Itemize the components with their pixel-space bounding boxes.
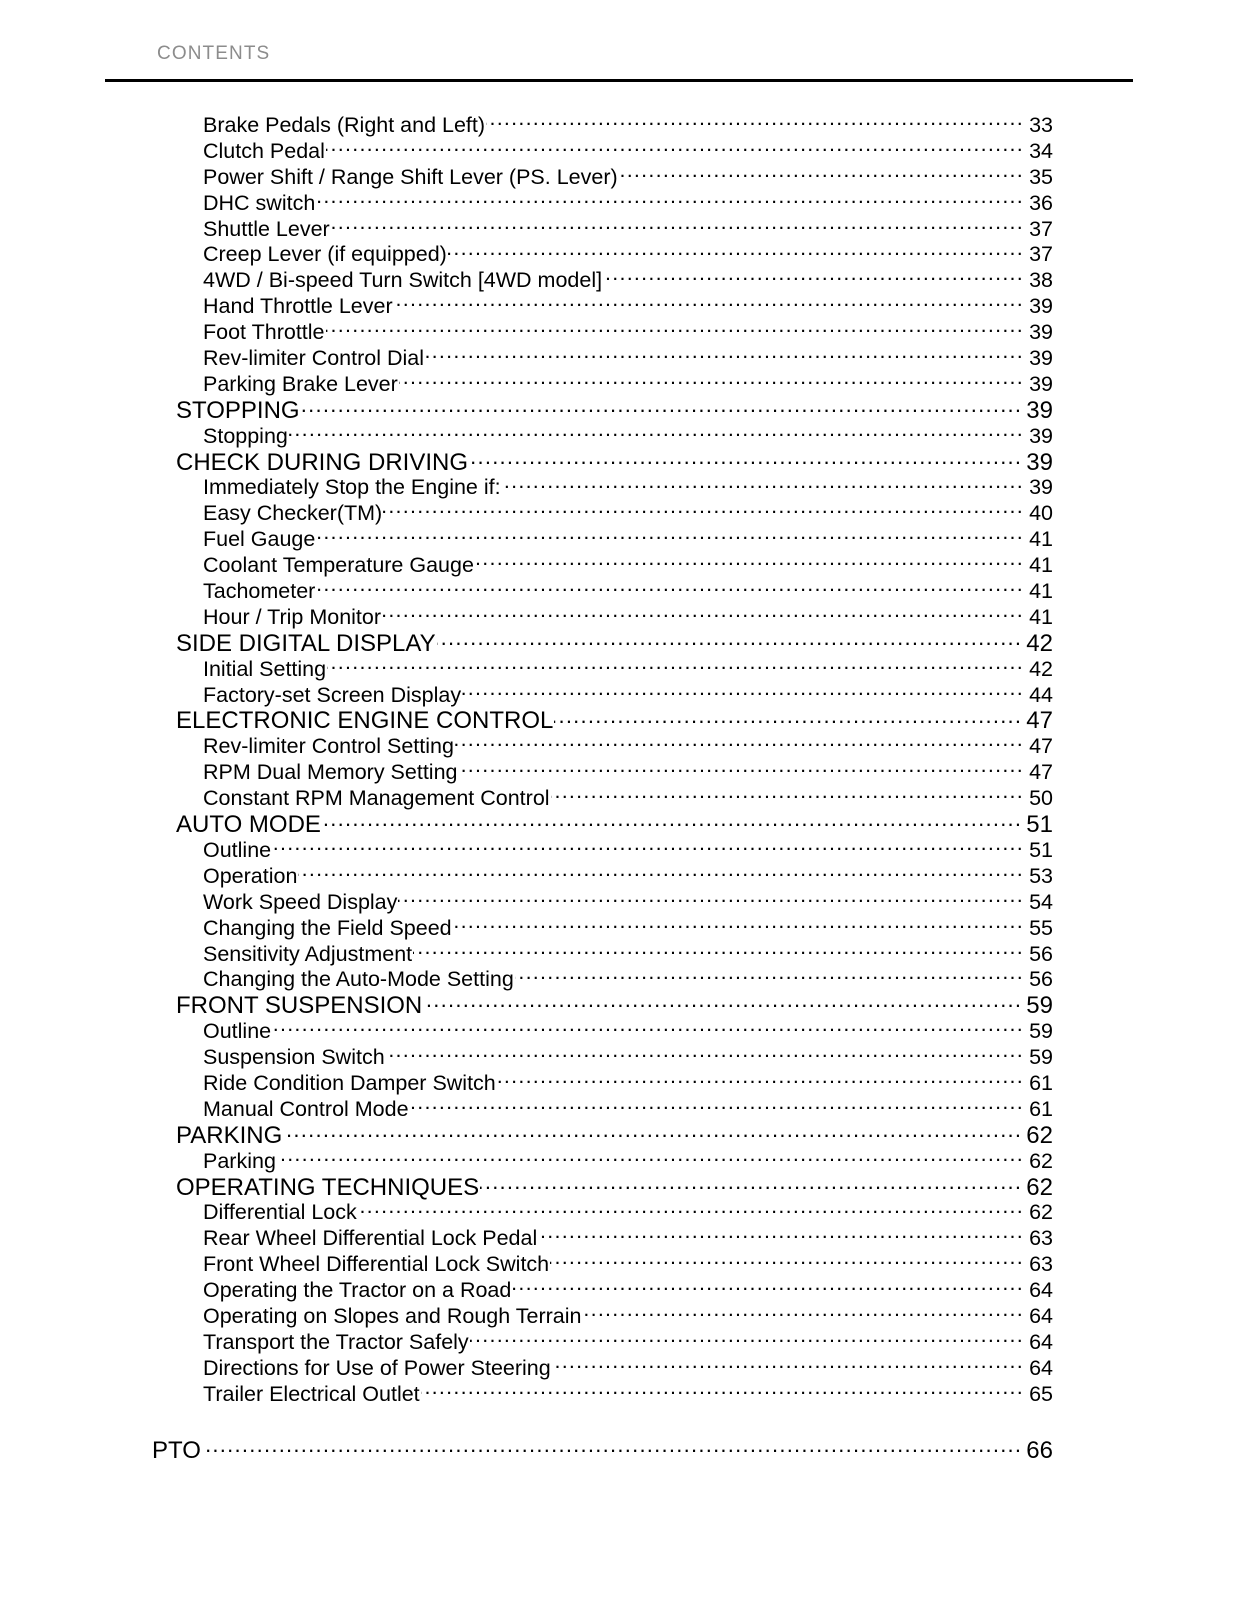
toc-dot-leader bbox=[554, 712, 1022, 728]
toc-entry-title: Rear Wheel Differential Lock Pedal bbox=[203, 1226, 538, 1251]
toc-row[interactable] bbox=[0, 268, 1236, 294]
toc-row[interactable] bbox=[0, 657, 1236, 683]
toc-page-number: 42 bbox=[1029, 656, 1053, 681]
toc-entry-title: Operating on Slopes and Rough Terrain bbox=[203, 1303, 582, 1328]
toc-dot-leader bbox=[551, 789, 1024, 805]
toc-entry-title: Outline bbox=[203, 1019, 272, 1044]
toc-dot-leader bbox=[202, 1442, 1022, 1458]
toc-page-number: 59 bbox=[1029, 1019, 1053, 1044]
toc-entry-title: Stopping bbox=[203, 423, 288, 448]
toc-entry-title: Parking bbox=[203, 1148, 276, 1173]
toc-dot-leader bbox=[515, 970, 1024, 986]
toc-row[interactable] bbox=[0, 294, 1236, 320]
toc-page-number: 64 bbox=[1029, 1278, 1053, 1303]
toc-page-number: 62 bbox=[1029, 1148, 1053, 1173]
toc-entry-title: Shuttle Lever bbox=[203, 216, 330, 241]
toc-dot-leader bbox=[410, 1100, 1024, 1116]
toc-row[interactable] bbox=[0, 553, 1236, 579]
running-header-title: CONTENTS bbox=[157, 43, 271, 64]
toc-entry-title: Transport the Tractor Safely bbox=[203, 1329, 469, 1354]
toc-entry-title: Rev-limiter Control Dial bbox=[203, 346, 425, 371]
toc-row[interactable] bbox=[0, 1330, 1236, 1356]
toc-page-number: 63 bbox=[1029, 1226, 1053, 1251]
toc-entry-title: Sensitivity Adjustment bbox=[203, 941, 413, 966]
toc-row[interactable] bbox=[0, 1123, 1236, 1149]
toc-row[interactable] bbox=[0, 579, 1236, 605]
toc-entry-title: Manual Control Mode bbox=[203, 1096, 409, 1121]
toc-entry-title: Foot Throttle bbox=[203, 320, 325, 345]
toc-page-number: 41 bbox=[1029, 579, 1053, 604]
toc-page-number: 66 bbox=[1026, 1437, 1053, 1464]
toc-page-number: 34 bbox=[1029, 138, 1053, 163]
toc-row[interactable] bbox=[0, 1045, 1236, 1071]
toc-dot-leader bbox=[470, 1333, 1024, 1349]
toc-entry-title: Suspension Switch bbox=[203, 1045, 385, 1070]
toc-dot-leader bbox=[497, 1074, 1024, 1090]
toc-page-number: 50 bbox=[1029, 786, 1053, 811]
toc-row[interactable] bbox=[0, 942, 1236, 968]
toc-dot-leader bbox=[301, 402, 1023, 418]
toc-dot-leader bbox=[583, 1307, 1025, 1323]
toc-entry-title: RPM Dual Memory Setting bbox=[203, 760, 458, 785]
toc-dot-leader bbox=[283, 1127, 1022, 1143]
toc-dot-leader bbox=[272, 841, 1024, 857]
toc-page-number: 51 bbox=[1026, 812, 1053, 838]
toc-entry-title: Changing the Auto-Mode Setting bbox=[203, 967, 514, 992]
toc-dot-leader bbox=[398, 893, 1024, 909]
toc-entry-title: Clutch Pedal bbox=[203, 138, 325, 163]
toc-row[interactable] bbox=[0, 760, 1236, 786]
toc-row[interactable] bbox=[0, 1304, 1236, 1330]
toc-page-number: 35 bbox=[1029, 164, 1053, 189]
toc-entry-title: Front Wheel Differential Lock Switch bbox=[203, 1252, 550, 1277]
toc-entry-title: Immediately Stop the Engine if: bbox=[203, 475, 501, 500]
toc-page-number: 62 bbox=[1026, 1122, 1053, 1149]
toc-page-number: 47 bbox=[1026, 708, 1053, 735]
toc-dot-leader bbox=[423, 997, 1022, 1013]
toc-dot-leader bbox=[298, 867, 1024, 883]
toc-entry-title: Operation bbox=[203, 863, 298, 888]
toc-row[interactable] bbox=[0, 1382, 1236, 1408]
toc-page-number: 39 bbox=[1026, 449, 1053, 476]
toc-page-number: 39 bbox=[1029, 320, 1053, 345]
toc-page-number: 38 bbox=[1029, 268, 1053, 293]
toc-row[interactable] bbox=[0, 217, 1236, 243]
toc-entry-title: Changing the Field Speed bbox=[203, 915, 452, 940]
header-divider-rule bbox=[105, 79, 1133, 82]
toc-page-number: 64 bbox=[1029, 1329, 1053, 1354]
toc-dot-leader bbox=[326, 323, 1025, 339]
toc-row[interactable] bbox=[0, 683, 1236, 709]
toc-row[interactable] bbox=[0, 113, 1236, 139]
toc-page-number: 44 bbox=[1029, 682, 1053, 707]
toc-page-number: 63 bbox=[1029, 1252, 1053, 1277]
toc-entry-title: AUTO MODE bbox=[176, 812, 321, 838]
toc-row[interactable] bbox=[0, 346, 1236, 372]
toc-entry-title: Outline bbox=[203, 837, 272, 862]
toc-page-number: 33 bbox=[1029, 113, 1053, 137]
toc-row[interactable] bbox=[0, 864, 1236, 890]
toc-entry-title: Hand Throttle Lever bbox=[203, 294, 393, 319]
toc-entry-title: CHECK DURING DRIVING bbox=[176, 449, 469, 476]
toc-dot-leader bbox=[327, 660, 1024, 676]
toc-page-number: 41 bbox=[1029, 527, 1053, 552]
toc-page-number: 62 bbox=[1029, 1200, 1053, 1225]
toc-row[interactable] bbox=[0, 450, 1236, 476]
toc-row[interactable] bbox=[0, 734, 1236, 760]
toc-page-number: 59 bbox=[1029, 1045, 1053, 1070]
toc-entry-title: Trailer Electrical Outlet bbox=[203, 1381, 420, 1406]
toc-entry-title: Differential Lock bbox=[203, 1200, 357, 1225]
toc-dot-leader bbox=[462, 686, 1024, 702]
toc-entry-title: Rev-limiter Control Setting bbox=[203, 734, 454, 759]
toc-page-number: 53 bbox=[1029, 863, 1053, 888]
toc-dot-leader bbox=[459, 763, 1025, 779]
toc-page-number: 42 bbox=[1026, 630, 1053, 657]
toc-dot-leader bbox=[538, 1229, 1024, 1245]
toc-page-number: 54 bbox=[1029, 889, 1053, 914]
toc-dot-leader bbox=[289, 427, 1024, 443]
toc-page-number: 59 bbox=[1026, 993, 1053, 1020]
toc-entry-title: PARKING bbox=[176, 1122, 283, 1149]
toc-entry-title: Constant RPM Management Control bbox=[203, 786, 550, 811]
toc-page-number: 55 bbox=[1029, 915, 1053, 940]
toc-row[interactable] bbox=[0, 398, 1236, 424]
toc-dot-leader bbox=[502, 478, 1024, 494]
toc-page-number: 65 bbox=[1029, 1381, 1053, 1406]
toc-dot-leader bbox=[475, 556, 1024, 572]
toc-page-number: 41 bbox=[1029, 553, 1053, 578]
toc-dot-leader bbox=[455, 737, 1024, 753]
toc-entry-title: Creep Lever (if equipped) bbox=[203, 242, 447, 267]
toc-dot-leader bbox=[316, 530, 1024, 546]
toc-entry-title: Easy Checker(TM) bbox=[203, 501, 383, 526]
toc-row[interactable] bbox=[0, 320, 1236, 346]
toc-row[interactable] bbox=[0, 1019, 1236, 1045]
toc-page-number: 41 bbox=[1029, 604, 1053, 629]
toc-dot-leader bbox=[358, 1203, 1024, 1219]
toc-row[interactable] bbox=[0, 1226, 1236, 1252]
toc-page-number: 37 bbox=[1029, 242, 1053, 267]
toc-dot-leader bbox=[480, 1179, 1022, 1195]
toc-page-number: 56 bbox=[1029, 967, 1053, 992]
toc-dot-leader bbox=[272, 1022, 1024, 1038]
toc-entry-title: FRONT SUSPENSION bbox=[176, 993, 423, 1020]
toc-entry-title: DHC switch bbox=[203, 190, 316, 215]
toc-page-number: 64 bbox=[1029, 1303, 1053, 1328]
toc-row[interactable] bbox=[0, 242, 1236, 268]
toc-row[interactable] bbox=[0, 501, 1236, 527]
toc-dot-leader bbox=[425, 349, 1024, 365]
toc-row[interactable] bbox=[0, 1097, 1236, 1123]
toc-row[interactable] bbox=[0, 424, 1236, 450]
toc-page-number: 64 bbox=[1029, 1355, 1053, 1380]
toc-page-number: 39 bbox=[1029, 294, 1053, 319]
toc-entry-title: Coolant Temperature Gauge bbox=[203, 553, 474, 578]
toc-dot-leader bbox=[386, 1048, 1024, 1064]
toc-entry-title: Tachometer bbox=[203, 579, 316, 604]
toc-page-number: 39 bbox=[1026, 397, 1053, 424]
toc-page-number: 40 bbox=[1029, 501, 1053, 526]
toc-dot-leader bbox=[316, 194, 1024, 210]
toc-dot-leader bbox=[486, 116, 1024, 132]
toc-entry-title: Parking Brake Lever bbox=[203, 371, 398, 396]
toc-dot-leader bbox=[322, 816, 1022, 832]
toc-row[interactable] bbox=[0, 838, 1236, 864]
toc-row[interactable] bbox=[0, 993, 1236, 1019]
toc-row[interactable] bbox=[0, 967, 1236, 993]
toc-page-number: 47 bbox=[1029, 734, 1053, 759]
toc-entry-title: 4WD / Bi-speed Turn Switch [4WD model] bbox=[203, 268, 603, 293]
toc-entry-title: Factory-set Screen Display bbox=[203, 682, 462, 707]
toc-page-number: 61 bbox=[1029, 1096, 1053, 1121]
toc-page-number: 37 bbox=[1029, 216, 1053, 241]
toc-page-number: 61 bbox=[1029, 1070, 1053, 1095]
toc-dot-leader bbox=[394, 297, 1024, 313]
toc-entry-title: Operating the Tractor on a Road bbox=[203, 1278, 512, 1303]
toc-row[interactable] bbox=[0, 1438, 1236, 1464]
toc-row[interactable] bbox=[0, 527, 1236, 553]
toc-dot-leader bbox=[469, 454, 1022, 470]
toc-entry-title: ELECTRONIC ENGINE CONTROL bbox=[176, 708, 554, 735]
toc-dot-leader bbox=[331, 220, 1024, 236]
toc-dot-leader bbox=[552, 1359, 1024, 1375]
toc-row[interactable] bbox=[0, 786, 1236, 812]
toc-page-number: 39 bbox=[1029, 423, 1053, 448]
toc-entry-title: Hour / Trip Monitor bbox=[203, 604, 382, 629]
toc-dot-leader bbox=[448, 245, 1024, 261]
toc-row[interactable] bbox=[0, 890, 1236, 916]
toc-dot-leader bbox=[453, 919, 1024, 935]
toc-page-number: 36 bbox=[1029, 190, 1053, 215]
toc-dot-leader bbox=[413, 945, 1024, 961]
toc-entry-title: Directions for Use of Power Steering bbox=[203, 1355, 551, 1380]
toc-row[interactable] bbox=[0, 631, 1236, 657]
toc-row[interactable] bbox=[0, 1356, 1236, 1382]
toc-page-number: 39 bbox=[1029, 346, 1053, 371]
toc-entry-title: Brake Pedals (Right and Left) bbox=[203, 113, 486, 137]
toc-dot-leader bbox=[619, 168, 1024, 184]
toc-entry-title: Ride Condition Damper Switch bbox=[203, 1070, 496, 1095]
toc-dot-leader bbox=[382, 608, 1024, 624]
toc-dot-leader bbox=[512, 1281, 1024, 1297]
toc-row[interactable] bbox=[0, 708, 1236, 734]
toc-entry-title: SIDE DIGITAL DISPLAY bbox=[176, 630, 436, 657]
toc-dot-leader bbox=[399, 375, 1024, 391]
table-of-contents-list bbox=[0, 113, 1236, 1463]
toc-page-number: 39 bbox=[1029, 475, 1053, 500]
toc-entry-title: Power Shift / Range Shift Lever (PS. Lever) bbox=[203, 164, 618, 189]
toc-row[interactable] bbox=[0, 372, 1236, 398]
toc-entry-title: Initial Setting bbox=[203, 656, 327, 681]
toc-dot-leader bbox=[326, 142, 1024, 158]
toc-page-number: 51 bbox=[1029, 837, 1053, 862]
toc-row[interactable] bbox=[0, 139, 1236, 165]
toc-dot-leader bbox=[316, 582, 1024, 598]
toc-row[interactable] bbox=[0, 916, 1236, 942]
toc-row[interactable] bbox=[0, 475, 1236, 501]
toc-row[interactable] bbox=[0, 1071, 1236, 1097]
toc-dot-leader bbox=[603, 271, 1024, 287]
toc-row[interactable] bbox=[0, 1278, 1236, 1304]
toc-row[interactable] bbox=[0, 165, 1236, 191]
toc-entry-title: OPERATING TECHNIQUES bbox=[176, 1174, 480, 1201]
toc-entry-title: PTO bbox=[152, 1437, 201, 1464]
toc-row[interactable] bbox=[0, 812, 1236, 838]
toc-row[interactable] bbox=[0, 1175, 1236, 1201]
toc-dot-leader bbox=[437, 635, 1023, 651]
toc-dot-leader bbox=[421, 1385, 1024, 1401]
toc-page-number: 47 bbox=[1029, 760, 1053, 785]
toc-page-number: 62 bbox=[1026, 1174, 1053, 1201]
toc-dot-leader bbox=[277, 1152, 1024, 1168]
toc-row[interactable] bbox=[0, 1200, 1236, 1226]
toc-entry-title: STOPPING bbox=[176, 397, 300, 424]
toc-dot-leader bbox=[550, 1255, 1024, 1271]
toc-row[interactable] bbox=[0, 605, 1236, 631]
toc-row[interactable] bbox=[0, 1149, 1236, 1175]
toc-entry-title: Work Speed Display bbox=[203, 889, 398, 914]
toc-page-number: 39 bbox=[1029, 371, 1053, 396]
toc-entry-title: Fuel Gauge bbox=[203, 527, 316, 552]
toc-row[interactable] bbox=[0, 1252, 1236, 1278]
toc-dot-leader bbox=[383, 504, 1024, 520]
toc-row[interactable] bbox=[0, 191, 1236, 217]
toc-page-number: 56 bbox=[1029, 941, 1053, 966]
